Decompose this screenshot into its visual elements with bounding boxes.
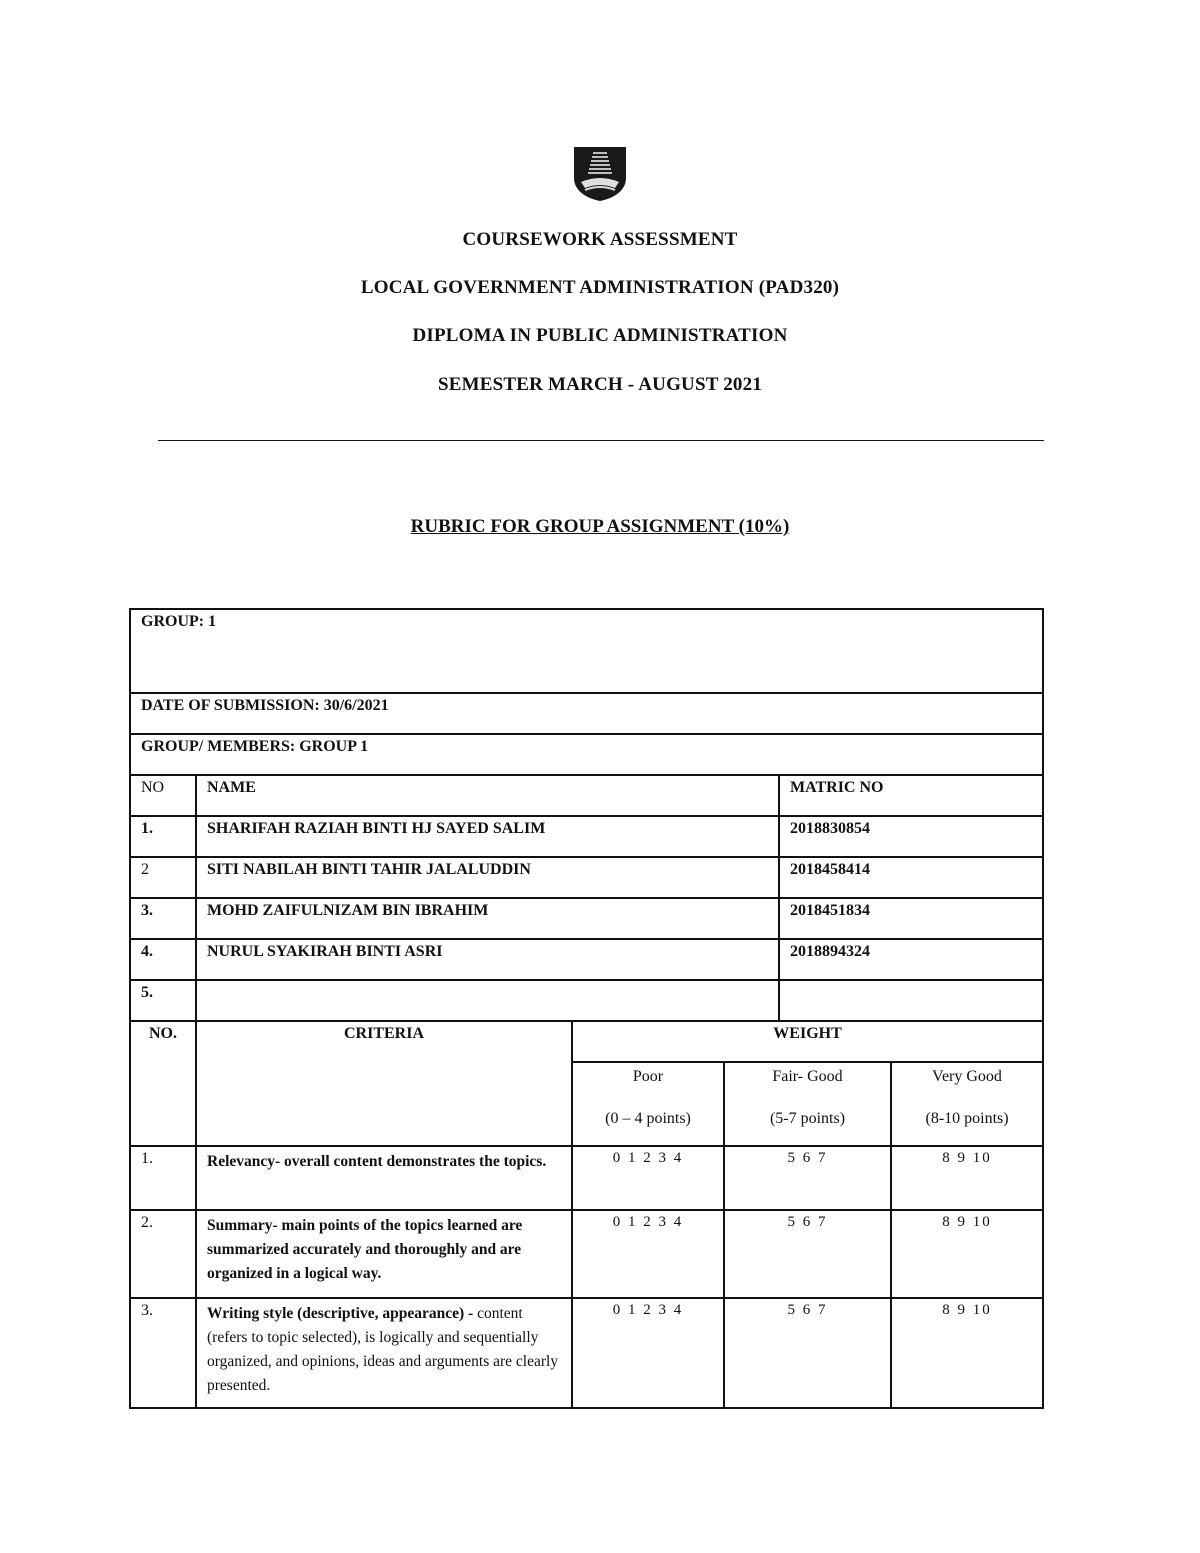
- members-matric-header: MATRIC NO: [779, 775, 1043, 816]
- member-row: [130, 898, 1043, 939]
- criteria-row: [130, 1298, 1043, 1408]
- group-cell: GROUP: 1: [130, 609, 1043, 693]
- rubric-title: RUBRIC FOR GROUP ASSIGNMENT (10%): [410, 516, 790, 537]
- score-fair-good: 5 6 7: [724, 1146, 891, 1210]
- member-name: SHARIFAH RAZIAH BINTI HJ SAYED SALIM: [196, 816, 779, 857]
- criteria-header: CRITERIA: [196, 1021, 572, 1146]
- weight-header: WEIGHT: [572, 1021, 1043, 1062]
- criteria-description: [196, 1146, 572, 1210]
- score-poor: 0 1 2 3 4: [572, 1298, 724, 1408]
- member-row: [130, 939, 1043, 980]
- member-no: 5.: [130, 980, 196, 1021]
- weight-level-fair-good: [724, 1062, 891, 1146]
- program-title: DIPLOMA IN PUBLIC ADMINISTRATION: [412, 325, 788, 346]
- criteria-description: [196, 1298, 572, 1408]
- semester-title: SEMESTER MARCH - AUGUST 2021: [437, 374, 763, 395]
- rubric-table: [129, 608, 1044, 1409]
- criteria-description: [196, 1210, 572, 1298]
- score-very-good: 8 9 10: [891, 1298, 1043, 1408]
- group-members-cell: GROUP/ MEMBERS: GROUP 1: [130, 734, 1043, 775]
- weight-level-poor: [572, 1062, 724, 1146]
- horizontal-divider: [158, 440, 1044, 441]
- weight-level-range: (5-7 points): [769, 1110, 846, 1127]
- member-row: [130, 816, 1043, 857]
- member-no: 4.: [130, 939, 196, 980]
- score-fair-good: 5 6 7: [724, 1298, 891, 1408]
- member-row: [130, 857, 1043, 898]
- member-matric: 2018830854: [779, 816, 1043, 857]
- member-no: 1.: [130, 816, 196, 857]
- member-no: 3.: [130, 898, 196, 939]
- members-no-header: NO: [130, 775, 196, 816]
- criteria-title: Relevancy- overall content demonstrates the topics.: [207, 1153, 547, 1170]
- member-name: NURUL SYAKIRAH BINTI ASRI: [196, 939, 779, 980]
- member-name: [196, 980, 779, 1021]
- score-poor: 0 1 2 3 4: [572, 1146, 724, 1210]
- weight-level-label: Very Good: [932, 1068, 1002, 1085]
- member-matric: 2018894324: [779, 939, 1043, 980]
- score-very-good: 8 9 10: [891, 1146, 1043, 1210]
- score-very-good: 8 9 10: [891, 1210, 1043, 1298]
- criteria-title: Summary- main points of the topics learned are summarized accurately and thoroughly and are organized in a logical way.: [207, 1217, 523, 1282]
- criteria-no: 1.: [130, 1146, 196, 1210]
- university-crest-logo: [571, 144, 629, 202]
- group-members-row: [130, 734, 1043, 775]
- members-header-row: [130, 775, 1043, 816]
- criteria-title: Writing style (descriptive, appearance) -: [207, 1305, 474, 1322]
- group-row: [130, 609, 1043, 693]
- weight-level-range: (0 – 4 points): [605, 1110, 691, 1127]
- criteria-detail: content (refers to topic selected), is logically and sequentially organized, and opinions, ideas and arguments are clearly presented.: [207, 1305, 559, 1394]
- criteria-row: [130, 1210, 1043, 1298]
- criteria-no: 3.: [130, 1298, 196, 1408]
- criteria-row: [130, 1146, 1043, 1210]
- course-title: LOCAL GOVERNMENT ADMINISTRATION (PAD320): [360, 277, 840, 298]
- submission-date-cell: DATE OF SUBMISSION: 30/6/2021: [130, 693, 1043, 734]
- score-poor: 0 1 2 3 4: [572, 1210, 724, 1298]
- weight-level-label: Poor: [632, 1068, 664, 1085]
- member-matric: 2018458414: [779, 857, 1043, 898]
- score-fair-good: 5 6 7: [724, 1210, 891, 1298]
- member-name: SITI NABILAH BINTI TAHIR JALALUDDIN: [196, 857, 779, 898]
- criteria-no: 2.: [130, 1210, 196, 1298]
- member-name: MOHD ZAIFULNIZAM BIN IBRAHIM: [196, 898, 779, 939]
- member-row: [130, 980, 1043, 1021]
- criteria-no-header: NO.: [130, 1021, 196, 1146]
- member-no: 2: [130, 857, 196, 898]
- members-name-header: NAME: [196, 775, 779, 816]
- weight-level-label: Fair- Good: [772, 1068, 843, 1085]
- weight-level-range: (8-10 points): [925, 1110, 1009, 1127]
- submission-date-row: [130, 693, 1043, 734]
- weight-level-very-good: [891, 1062, 1043, 1146]
- member-matric: 2018451834: [779, 898, 1043, 939]
- criteria-header-row: [130, 1021, 1043, 1062]
- member-matric: [779, 980, 1043, 1021]
- assessment-title: COURSEWORK ASSESSMENT: [462, 229, 738, 250]
